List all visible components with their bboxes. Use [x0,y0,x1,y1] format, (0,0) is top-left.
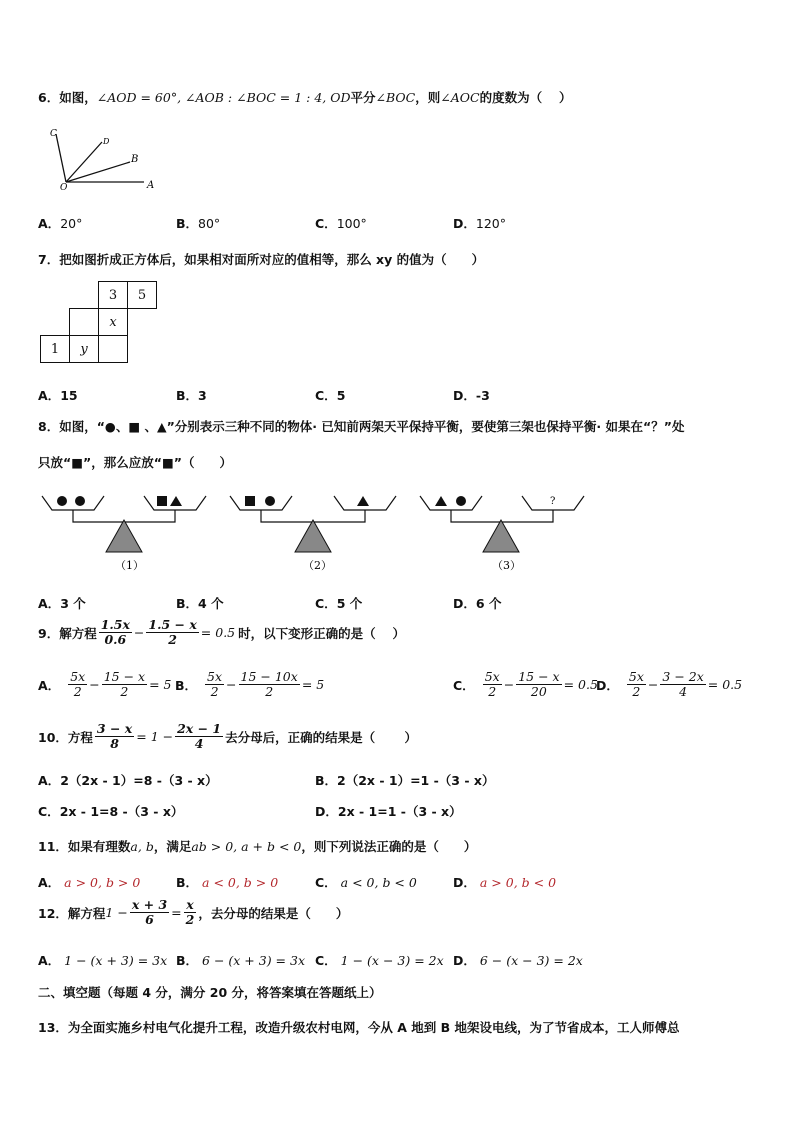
q9-fraction-2: $\frac{1.5 - x}{2}$ [148,617,197,648]
q8-option-c[interactable]: C．5 个 [315,596,363,611]
q9-b-frac-1: $\frac{5x}{2}$ [207,669,223,700]
balance-1-caption: （1） [115,559,144,572]
label-o: O [60,183,68,193]
q7-option-c[interactable]: C．5 [315,388,346,403]
q7-stem: 7．把如图折成正方体后，如果相对面所对应的值相等，那么 xy 的值为（ ） [38,252,485,267]
balance-figure [40,490,600,575]
q11-option-c[interactable]: C． a < 0, b < 0 [315,875,417,890]
balance-3 [420,496,584,572]
q6-math-2: ∠BOC [375,90,416,105]
net-cell-blank-2 [98,335,128,363]
q12-stem: 12． 解方程 1 − $\frac{x + 3}{6}$ = $\frac{x}{2}$ ，去分母的结果是（ ） [38,897,349,928]
triangle-icon [357,496,369,506]
triangle-icon [170,496,182,506]
q9-option-c[interactable]: C． $\frac{5x}{2}$ − $\frac{15 - x}{20}$ = 0.5 [453,669,598,700]
q6-math-3: ∠AOC [440,90,480,105]
q6-option-d[interactable]: D．120° [453,216,506,231]
q9-option-a[interactable]: A． $\frac{5x}{2}$ − $\frac{15 - x}{2}$ = 5 [38,669,172,700]
q8-option-a[interactable]: A．3 个 [38,596,86,611]
q6-math-1: ∠AOD = 60°, ∠AOB : ∠BOC = 1 : 4, OD [96,90,351,105]
q12-option-a[interactable]: A． 1 − (x + 3) = 3x [38,953,168,968]
q11-stem: 11．如果有理数a, b，满足ab > 0, a + b < 0，则下列说法正确的是（ ） [38,839,477,854]
q10-fraction-1: $\frac{3 - x}{8}$ [96,721,133,752]
net-cell-1: 1 [40,335,70,363]
balance-3-caption: （3） [492,559,521,572]
square-icon [157,496,167,506]
q7-option-d[interactable]: D．-3 [453,388,490,403]
q10-number: 10． [38,729,68,745]
q8-stem-line-1: 8．如图，“●、■ 、▲”分别表示三种不同的物体· 已知前两架天平保持平衡，要使第三架也保持平衡· 如果在“？”处 [38,419,685,434]
q13-stem: 13．为全面实施乡村电气化提升工程，改造升级农村电网，今从 A 地到 B 地架设电线，为了节省成本，工人师傅总 [38,1020,680,1035]
net-cell-blank-1 [69,308,99,336]
question-mark: ? [550,496,556,507]
q9-d-frac-1: $\frac{5x}{2}$ [628,669,644,700]
q6-option-b[interactable]: B．80° [176,216,221,231]
triangle-icon [435,496,447,506]
net-cell-y: y [69,335,99,363]
q12-fraction-2: $\frac{x}{2}$ [185,897,195,928]
q6-stem: 6．如图，∠AOD = 60°, ∠AOB : ∠BOC = 1 : 4, OD平分∠BOC，则∠AOC的度数为（ ） [38,90,572,105]
circle-icon [75,496,85,506]
q12-option-b[interactable]: B． 6 − (x + 3) = 3x [176,953,305,968]
q12-number: 12． [38,905,68,921]
q8-stem-line-2: 只放“■”，那么应放“■”（ ） [38,455,232,470]
balance-2-caption: （2） [303,559,332,572]
ray-oc [56,134,66,182]
q11-option-b[interactable]: B． a < 0, b > 0 [176,875,279,890]
net-cell-x: x [98,308,128,336]
balance-1 [42,496,206,572]
net-cell-5: 5 [127,281,157,309]
q9-fraction-1: $\frac{1.5x}{0.6}$ [100,617,130,648]
q9-number: 9． [38,625,60,641]
q10-fraction-2: $\frac{2x - 1}{4}$ [177,721,222,752]
q9-option-d[interactable]: D． $\frac{5x}{2}$ − $\frac{3 - 2x}{4}$ = 0.5 [596,669,743,700]
section-2-heading: 二、填空题（每题 4 分，满分 20 分，将答案填在答题纸上） [38,985,382,1000]
q8-option-b[interactable]: B．4 个 [176,596,224,611]
q12-fraction-1: $\frac{x + 3}{6}$ [131,897,168,928]
q8-option-d[interactable]: D．6 个 [453,596,502,611]
q10-option-b[interactable]: B．2（2x - 1）=1 -（3 - x） [315,773,495,788]
q10-stem: 10． 方程 $\frac{3 - x}{8}$ = 1 − $\frac{2x - 1}{4}$ 去分母后，正确的结果是（ ） [38,721,417,752]
q10-option-d[interactable]: D．2x - 1=1 -（3 - x） [315,804,462,819]
cube-net-figure [38,281,168,371]
balance-2 [230,496,396,572]
q10-option-a[interactable]: A．2（2x - 1）=8 -（3 - x） [38,773,218,788]
q9-b-frac-2: $\frac{15 - 10x}{2}$ [240,669,298,700]
q9-c-frac-2: $\frac{15 - x}{20}$ [518,669,560,700]
q9-d-frac-2: $\frac{3 - 2x}{4}$ [662,669,704,700]
q7-option-a[interactable]: A．15 [38,388,78,403]
q12-option-c[interactable]: C． 1 − (x − 3) = 2x [315,953,444,968]
q7-option-b[interactable]: B．3 [176,388,207,403]
q12-option-d[interactable]: D． 6 − (x − 3) = 2x [453,953,583,968]
circle-icon [456,496,466,506]
net-cell-3: 3 [98,281,128,309]
q10-option-c[interactable]: C．2x - 1=8 -（3 - x） [38,804,184,819]
q9-a-frac-2: $\frac{15 - x}{2}$ [103,669,146,700]
q11-option-a[interactable]: A． a > 0, b > 0 [38,875,141,890]
q11-option-d[interactable]: D． a > 0, b < 0 [453,875,557,890]
q6-option-a[interactable]: A．20° [38,216,83,231]
q6-angle-figure [40,124,170,196]
q11-number: 11． [38,839,68,854]
label-b: B [131,154,139,165]
q6-number: 6． [38,90,60,105]
q6-option-c[interactable]: C．100° [315,216,367,231]
q9-stem: 9． 解方程 $\frac{1.5x}{0.6}$ − $\frac{1.5 - x}{2}$ = 0.5 时，以下变形正确的是（ ） [38,617,405,648]
label-d: D [103,137,110,146]
circle-icon [57,496,67,506]
label-c: C [50,129,57,139]
q9-a-frac-1: $\frac{5x}{2}$ [70,669,86,700]
q9-option-b[interactable]: B． $\frac{5x}{2}$ − $\frac{15 - 10x}{2}$ = 5 [175,669,325,700]
label-a: A [147,180,155,191]
q9-c-frac-1: $\frac{5x}{2}$ [484,669,500,700]
circle-icon [265,496,275,506]
square-icon [245,496,255,506]
